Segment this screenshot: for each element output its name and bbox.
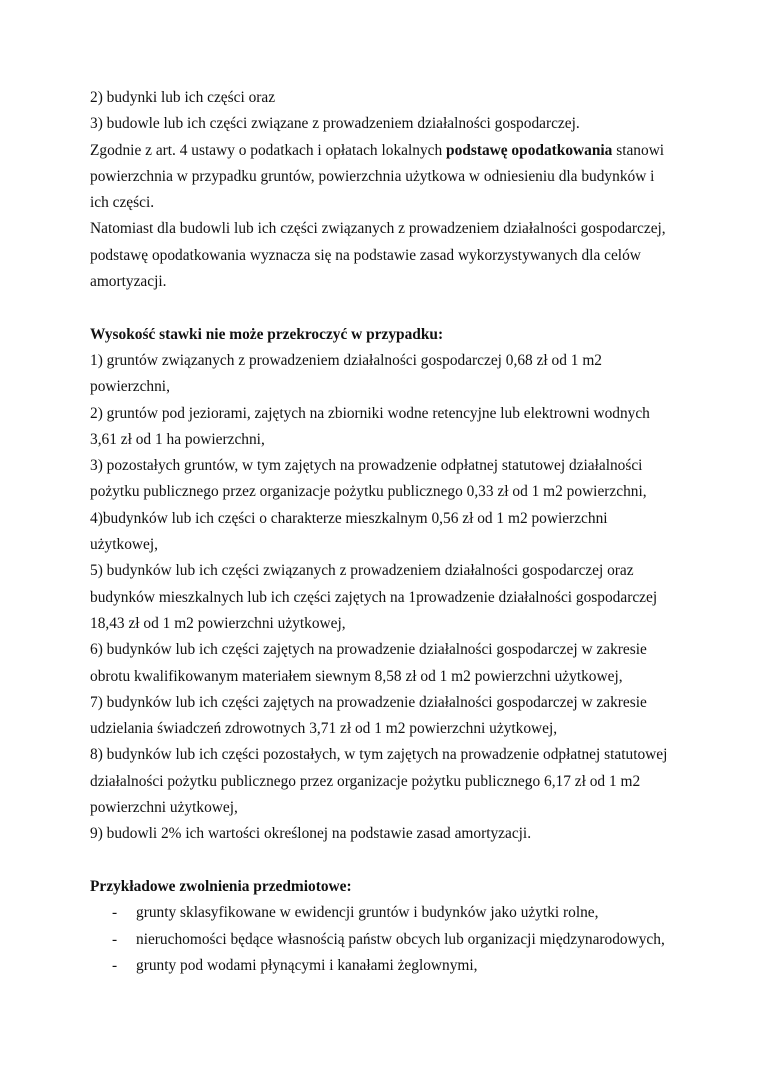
text-line: podstawę opodatkowania wyznacza się na podstawie zasad wykorzystywanych dla celów: [90, 246, 641, 264]
text-line: Natomiast dla budowli lub ich części związanych z prowadzeniem działalności gospodarczej,: [90, 220, 666, 238]
text-line: ich części.: [90, 194, 155, 212]
text-line: powierzchnia w przypadku gruntów, powierzchnia użytkowa w odniesieniu dla budynków i: [90, 167, 655, 185]
dash-bullet: -: [112, 956, 118, 974]
rates-heading: Wysokość stawki nie może przekroczyć w przypadku:: [90, 325, 444, 343]
rate-line: 8) budynków lub ich części pozostałych, w tym zajętych na prowadzenie odpłatnej statutowej: [90, 746, 668, 764]
rate-line: 7) budynków lub ich części zajętych na prowadzenie działalności gospodarczej w zakresie: [90, 693, 647, 711]
rate-line: obrotu kwalifikowanym materiałem siewnym 8,58 zł od 1 m2 powierzchni użytkowej,: [90, 667, 623, 685]
list-item: [90, 927, 680, 953]
text-segment: Zgodnie z art. 4 ustawy o podatkach i opłatach lokalnych: [90, 141, 447, 159]
emphasis-tax-base: podstawę opodatkowania: [446, 141, 613, 159]
rate-line: 18,43 zł od 1 m2 powierzchni użytkowej,: [90, 614, 346, 632]
text-line: 2) budynki lub ich części oraz: [90, 89, 276, 106]
rates-section: [90, 322, 680, 848]
rate-line: 6) budynków lub ich części zajętych na prowadzenie działalności gospodarczej w zakresie: [90, 641, 647, 659]
rate-line: powierzchni,: [90, 378, 170, 396]
rate-line: 2) gruntów pod jeziorami, zajętych na zbiorniki wodne retencyjne lub elektrowni wodnych: [90, 404, 650, 422]
rate-line: 3,61 zł od 1 ha powierzchni,: [90, 430, 265, 448]
exemptions-section: [90, 874, 680, 979]
text-segment: stanowi: [612, 141, 665, 159]
text-line: amortyzacji.: [90, 273, 167, 291]
rate-line: pożytku publicznego przez organizacje pożytku publicznego 0,33 zł od 1 m2 powierzchni,: [90, 483, 647, 501]
dash-bullet: -: [112, 904, 118, 922]
rate-line: działalności pożytku publicznego przez organizacje pożytku publicznego 6,17 zł od 1 m2: [90, 772, 641, 790]
list-item: [90, 900, 680, 926]
list-item: [90, 953, 680, 979]
list-item-text: grunty sklasyfikowane w ewidencji gruntów i budynków jako użytki rolne,: [136, 904, 599, 922]
rate-line: 1) gruntów związanych z prowadzeniem działalności gospodarczej 0,68 zł od 1 m2: [90, 351, 602, 369]
list-item-text: grunty pod wodami płynącymi i kanałami żeglownymi,: [136, 956, 478, 974]
rate-line: 3) pozostałych gruntów, w tym zajętych na prowadzenie odpłatnej statutowej działalności: [90, 457, 643, 475]
paragraph-spacer: [90, 848, 680, 874]
intro-section: [90, 85, 680, 295]
document-body: [90, 85, 680, 979]
list-item-text: nieruchomości będące własnością państw obcych lub organizacji międzynarodowych,: [136, 930, 665, 948]
rate-line: budynków mieszkalnych lub ich części zajętych na 1prowadzenie działalności gospodarczej: [90, 588, 658, 606]
rate-line: 4)budynków lub ich części o charakterze mieszkalnym 0,56 zł od 1 m2 powierzchni: [90, 509, 608, 527]
rate-line: powierzchni użytkowej,: [90, 799, 238, 817]
rate-line: 5) budynków lub ich części związanych z prowadzeniem działalności gospodarczej oraz: [90, 562, 634, 580]
exemptions-list: [90, 900, 680, 979]
exemptions-heading: Przykładowe zwolnienia przedmiotowe:: [90, 877, 352, 895]
dash-bullet: -: [112, 930, 118, 948]
paragraph-spacer: [90, 295, 680, 321]
text-line-with-emphasis: [90, 138, 680, 164]
rate-line: 9) budowli 2% ich wartości określonej na podstawie zasad amortyzacji.: [90, 825, 532, 843]
rate-line: udzielania świadczeń zdrowotnych 3,71 zł od 1 m2 powierzchni użytkowej,: [90, 720, 558, 738]
text-line: 3) budowle lub ich części związane z prowadzeniem działalności gospodarczej.: [90, 115, 580, 133]
rate-line: użytkowej,: [90, 536, 158, 554]
